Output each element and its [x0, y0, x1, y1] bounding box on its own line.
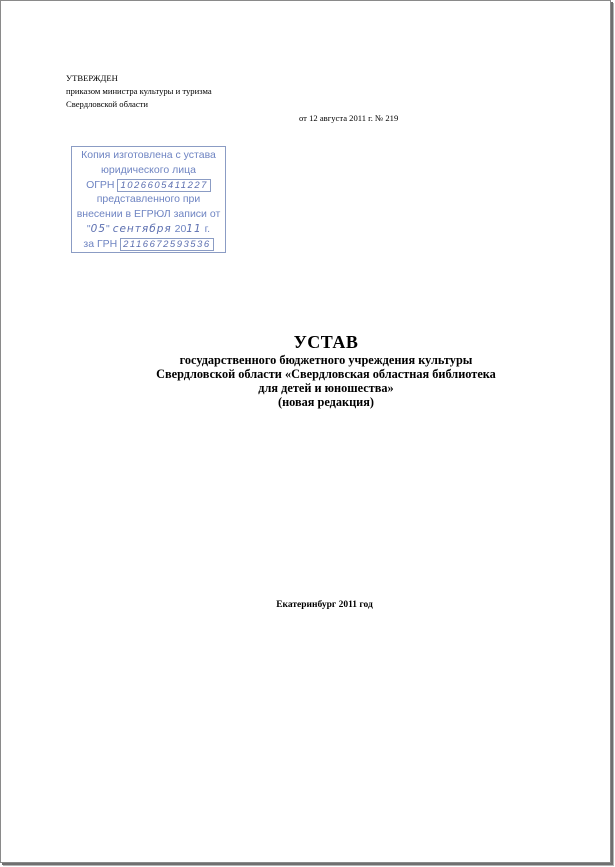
order-date: от 12 августа 2011 г. № 219	[299, 113, 399, 123]
subtitle-line-2: Свердловской области «Свердловская областная библиотека	[156, 367, 496, 381]
document-title: УСТАВ	[293, 332, 359, 352]
stamp-year-unit: г.	[204, 222, 211, 235]
approved-by: приказом министра культуры и туризма	[66, 86, 212, 96]
subtitle-line-1: государственного бюджетного учреждения культуры	[179, 353, 473, 367]
stamp-day: 05	[90, 222, 107, 235]
stamp-grn-value: 2116672593536	[120, 238, 213, 251]
approval-block	[66, 72, 212, 111]
stamp-line-2: юридического лица	[101, 163, 196, 176]
stamp-line-1: Копия изготовлена с устава	[81, 149, 216, 161]
stamp-month: сентября	[112, 222, 172, 235]
stamp-date-row: "05" сентября 2011 г.	[86, 222, 211, 235]
place-year: Екатеринбург 2011 год	[276, 600, 373, 610]
stamp-line-5: внесении в ЕГРЮЛ записи от	[76, 208, 221, 221]
approved-label: УТВЕРЖДЕН	[66, 73, 118, 83]
stamp-ogrn-label: ОГРН	[86, 178, 115, 191]
subtitle-line-4: (новая редакция)	[277, 395, 375, 409]
approved-region: Свердловской области	[66, 99, 149, 109]
subtitle-line-3: для детей и юношества»	[258, 381, 394, 395]
stamp-grn-label: за ГРН	[83, 237, 118, 250]
stamp-grn-row	[72, 237, 225, 252]
registration-stamp	[71, 146, 226, 253]
stamp-year-suffix: 11	[186, 222, 202, 235]
stamp-ogrn-row	[72, 178, 225, 193]
stamp-line-4: представленного при	[96, 193, 201, 206]
title-block	[1, 331, 615, 409]
stamp-ogrn-value: 1026605411227	[117, 179, 210, 192]
stamp-year-prefix: 20	[174, 222, 187, 235]
